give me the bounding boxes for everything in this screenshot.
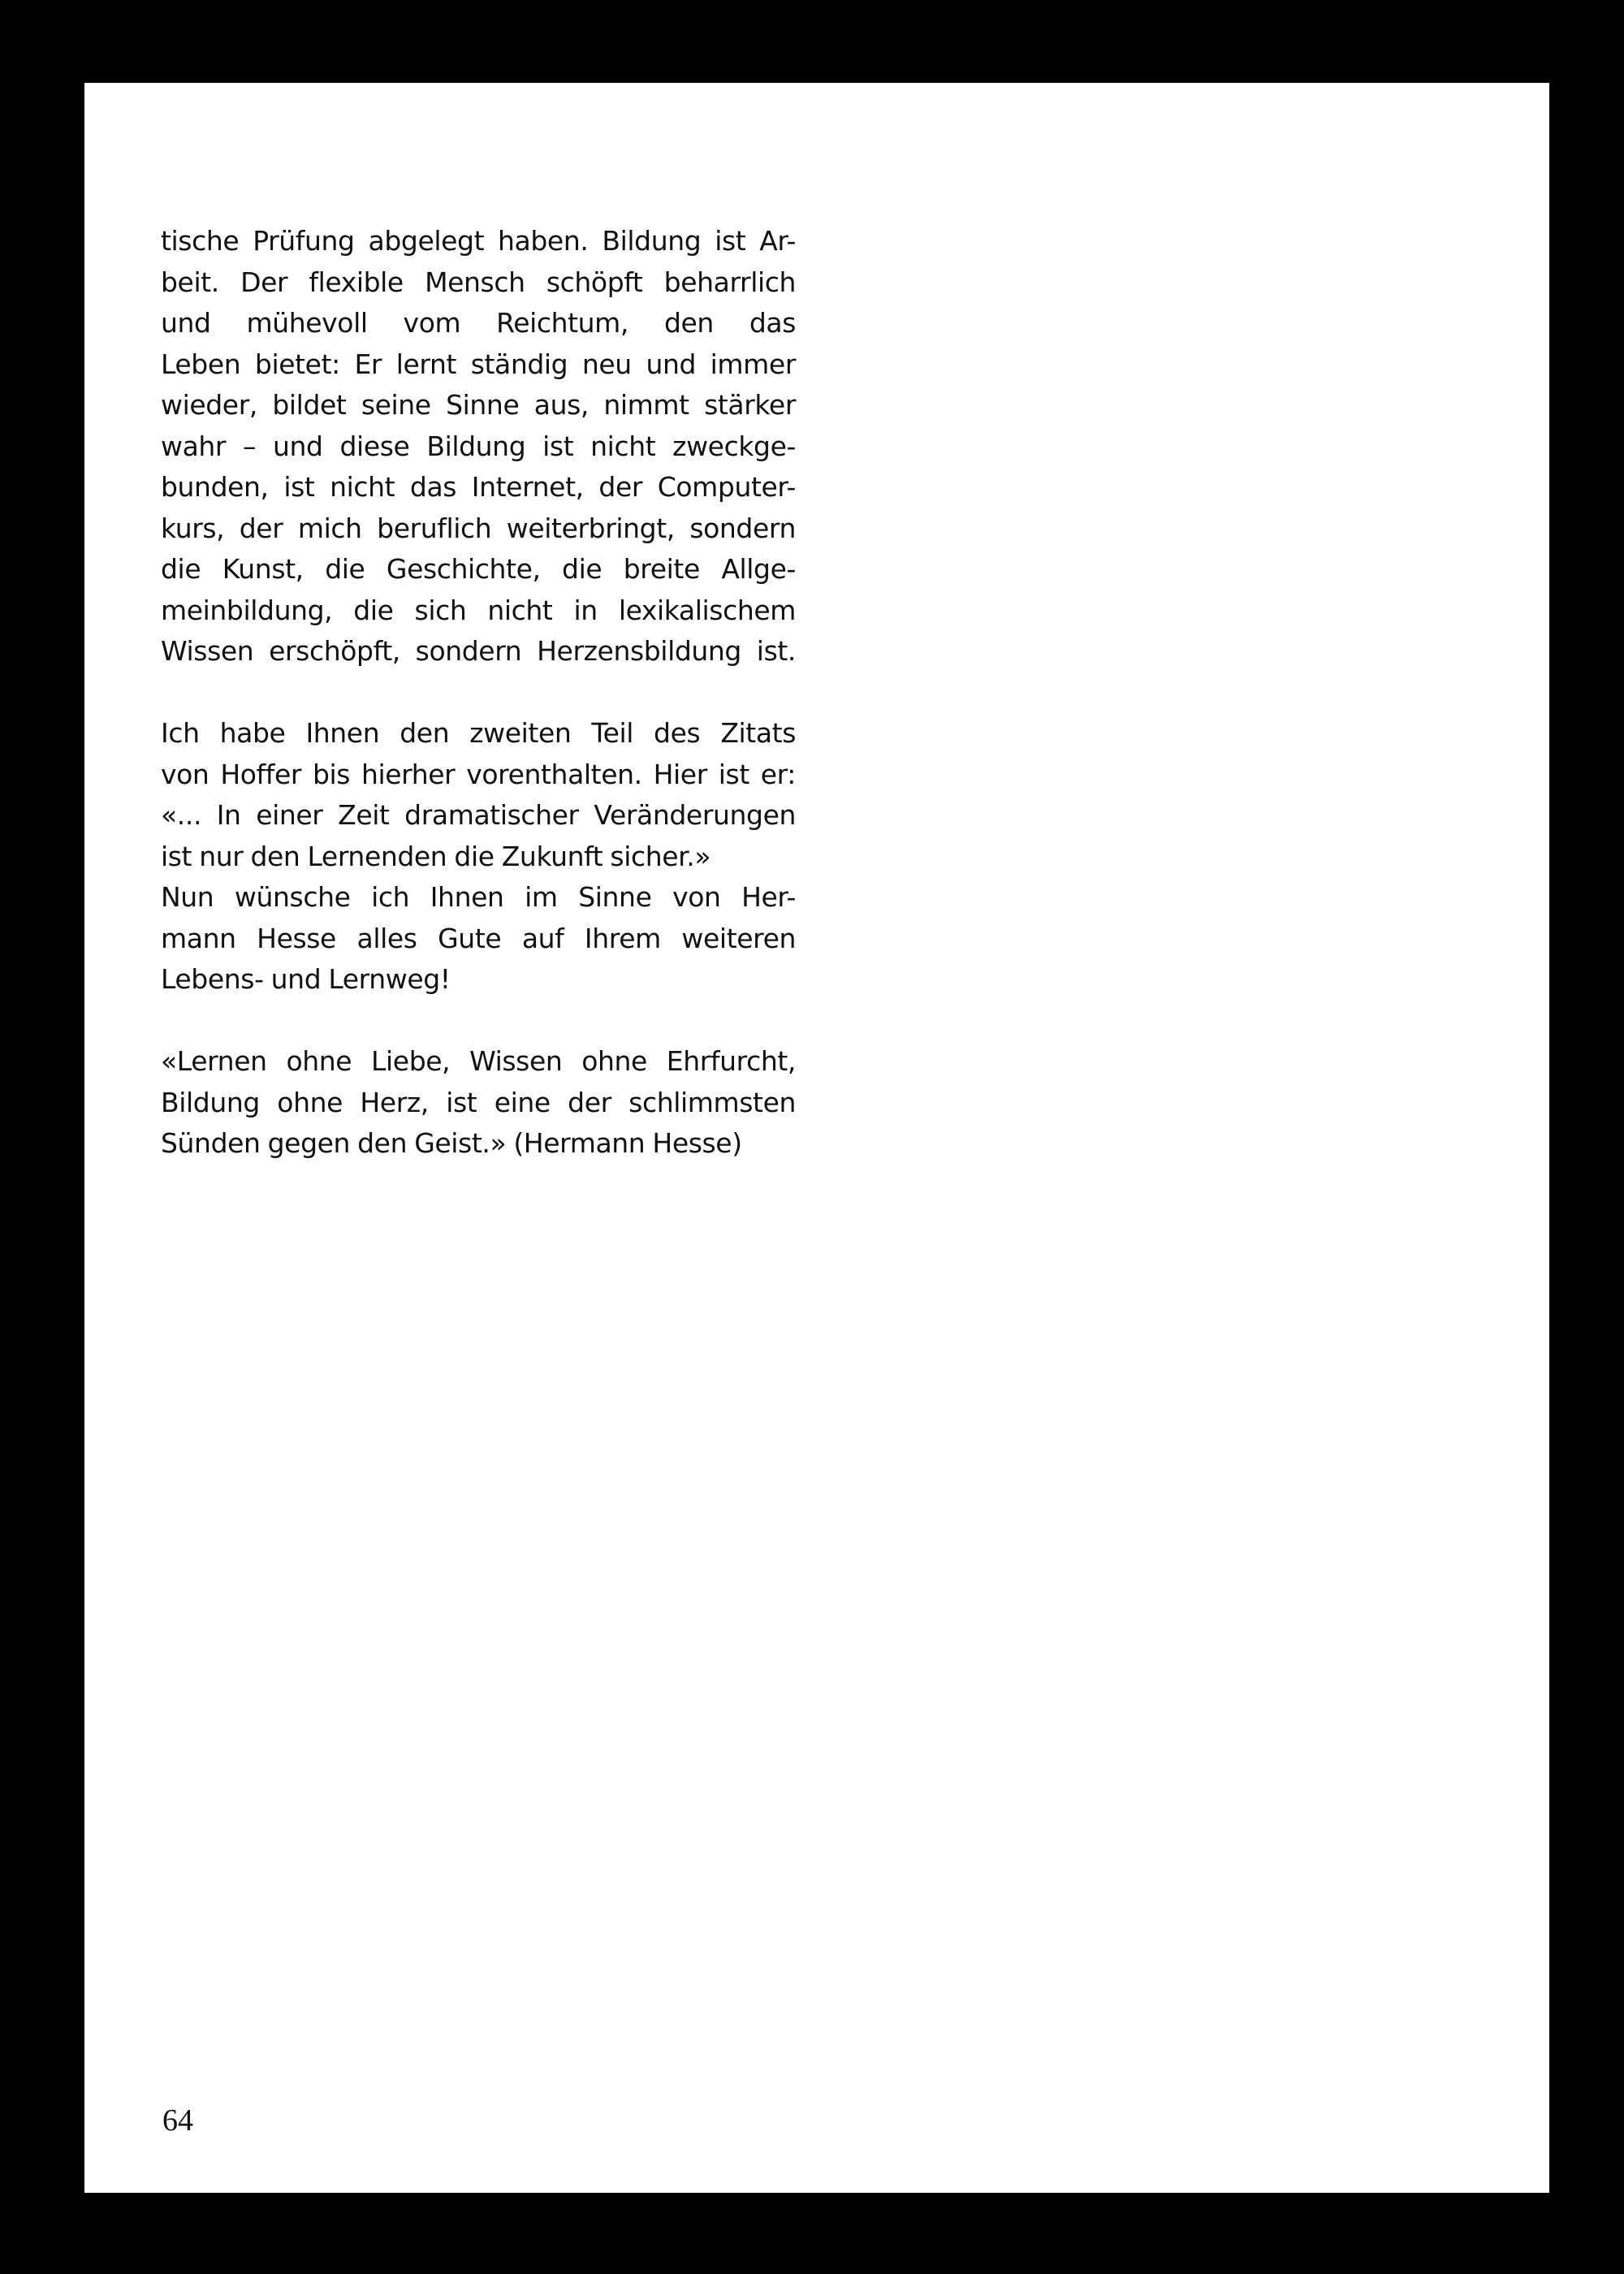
text-column [161, 221, 796, 1165]
text-line: tische Prüfung abgelegt haben. Bildung ist Ar- [161, 225, 796, 257]
text-line: kurs, der mich beruflich weiterbringt, sondern [161, 512, 796, 544]
text-line: meinbildung, die sich nicht in lexikalischem [161, 594, 796, 626]
text-line: Nun wünsche ich Ihnen im Sinne von Her- [161, 881, 796, 913]
hesse-quote [161, 1041, 796, 1165]
text-line: Wissen erschöpft, sondern Herzensbildung ist. [161, 635, 796, 667]
paragraph-1 [161, 221, 796, 672]
text-line: «... In einer Zeit dramatischer Veränderungen [161, 799, 796, 831]
text-line: von Hoffer bis hierher vorenthalten. Hier ist er: [161, 758, 796, 790]
text-line: Leben bietet: Er lernt ständig neu und immer [161, 348, 796, 380]
text-line: Ich habe Ihnen den zweiten Teil des Zitats [161, 717, 796, 749]
text-line: Sünden gegen den Geist.» (Hermann Hesse) [161, 1127, 742, 1159]
text-line: Bildung ohne Herz, ist eine der schlimmsten [161, 1086, 796, 1118]
text-line: beit. Der flexible Mensch schöpft beharrlich [161, 266, 796, 298]
paragraph-spacer [161, 1001, 796, 1042]
text-line: ist nur den Lernenden die Zukunft sicher.» [161, 840, 711, 872]
text-line: wieder, bildet seine Sinne aus, nimmt stärker [161, 389, 796, 421]
text-line: und mühevoll vom Reichtum, den das [161, 307, 796, 339]
text-line: mann Hesse alles Gute auf Ihrem weiteren [161, 922, 796, 954]
text-line: wahr – und diese Bildung ist nicht zweckge- [161, 430, 796, 462]
text-line: «Lernen ohne Liebe, Wissen ohne Ehrfurcht, [161, 1045, 796, 1077]
page-number: 64 [162, 2103, 193, 2138]
text-line: Lebens- und Lernweg! [161, 963, 451, 995]
text-line: bunden, ist nicht das Internet, der Computer- [161, 471, 796, 503]
text-line: die Kunst, die Geschichte, die breite Allge- [161, 553, 796, 585]
book-page [84, 83, 1549, 2193]
paragraph-spacer [161, 672, 796, 714]
paragraph-2 [161, 713, 796, 1001]
